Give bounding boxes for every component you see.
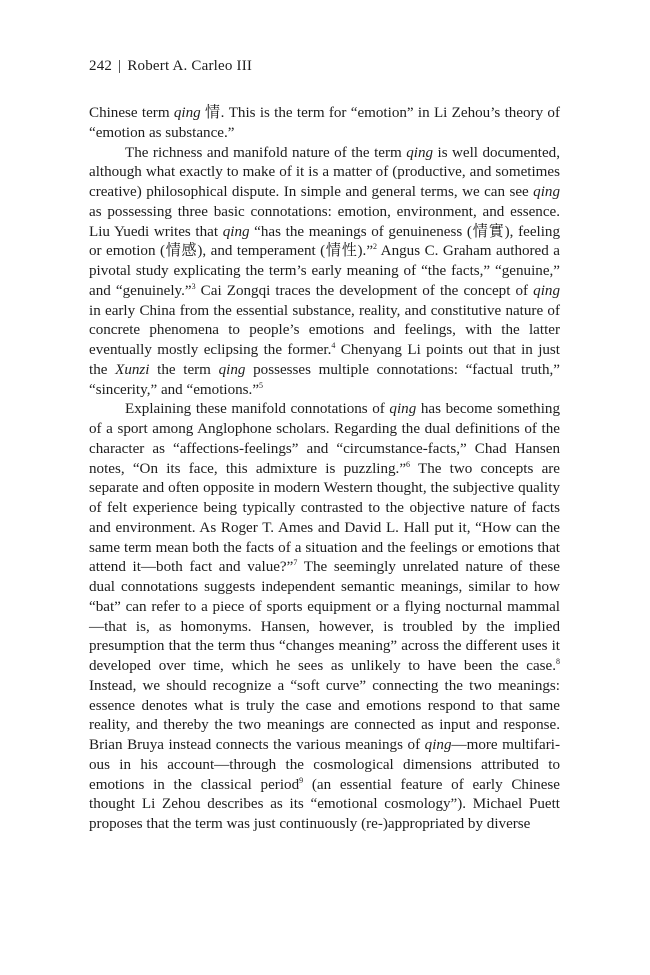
italic-term: qing bbox=[424, 737, 452, 753]
italic-term: qing bbox=[406, 144, 434, 161]
page-number: 242 bbox=[89, 58, 113, 74]
footnote-marker: 6 bbox=[406, 459, 411, 469]
italic-term: qing bbox=[533, 282, 560, 299]
italic-term: qing bbox=[389, 401, 417, 418]
running-head bbox=[89, 58, 252, 75]
author-name: Robert A. Carleo III bbox=[127, 58, 253, 74]
footnote-marker: 3 bbox=[191, 281, 196, 291]
body-text bbox=[89, 104, 560, 835]
footnote-marker: 4 bbox=[331, 341, 336, 350]
italic-term: Xunzi bbox=[115, 361, 150, 378]
footnote-marker: 5 bbox=[259, 380, 264, 390]
footnote-marker: 9 bbox=[299, 775, 304, 785]
paragraph-anglophone-scholars: Explaining these manifold connotations of qing has become something of a sport among Anglophone scholars. Regarding the dual definitions of the character as “affections-feelings” and “circumstance-facts,” Chad Hansen notes, “On its face, this admixture is puzzling.”$^6$ The two concepts are separate and often opposite in modern Western thought, the subjective quality of felt experience being typically contrasted to the objective nature of facts and environment. As Roger T. Ames and David L. Hall put it, “How can the same term mean both the facts of a situation and the feelings or emotions that attend it—both fact and value?”$^7$ The seemingly unrelated nature of these dual connotations suggests independent semantic meanings, similar to how “bat” can refer to a piece of sports equipment or a flying nocturnal mammal—that is, as homonyms. Hansen, however, is troubled by the implied presumption that the term thus “changes meaning” across the different uses it developed over time, which he sees as unlikely to have been the case.$^8$ Instead, we should recognize a “soft curve” connecting the two meanings: essence denotes what is truly the case and emotions respond to that same reality, and thereby the two meanings are connected as input and response. Brian Bruya instead connects the various meanings of qing—more multifarious in his account—through the cosmological dimensions attributed to emotions in the classical period$^9$ (an essential feature of early Chinese thought Li Zehou describes as its “emotional cosmology”). Michael Puett proposes that the term was just continuously (re-)appropriated by diverse bbox=[89, 401, 560, 832]
italic-term: qing bbox=[533, 184, 560, 200]
footnote-marker: 2 bbox=[373, 242, 378, 252]
italic-term: qing bbox=[173, 105, 201, 121]
italic-term: qing bbox=[218, 361, 246, 378]
footnote-marker: 8 bbox=[556, 657, 560, 666]
paragraph-qing-connotations: The richness and manifold nature of the term qing is well documented, although what exactly to make of it is a matter of (productive, and sometimes creative) philosophical dispute. In simple and general terms, we can see qing as possessing three basic connotations: emotion, environment, and essence. Liu Yuedi writes that qing “has the meanings of genuineness (情實), feeling or emotion (情感), and temperament (情性).”$^2$ Angus C. Graham authored a pivotal study explicating the term’s early meaning of “the facts,” “genuine,” and “genuinely.”$^3$ Cai Zongqi traces the development of the concept of qing in early China from the essential substance, reality, and constitutive nature of concrete phenomena to people’s emotions and feelings, with the latter eventually mostly eclipsing the former.$^4$ Chenyang Li points out that in just the Xunzi the term qing possesses multiple connotations: “factual truth,” “sincerity,” and “emotions.”$^5$ bbox=[89, 144, 561, 398]
paragraph-continuation: Chinese term qing 情. This is the term for “emotion” in Li Zehou’s theory of “emotion as substance.” bbox=[89, 105, 560, 141]
header-separator: | bbox=[118, 58, 122, 74]
footnote-marker: 7 bbox=[293, 558, 298, 568]
italic-term: qing bbox=[222, 223, 250, 240]
